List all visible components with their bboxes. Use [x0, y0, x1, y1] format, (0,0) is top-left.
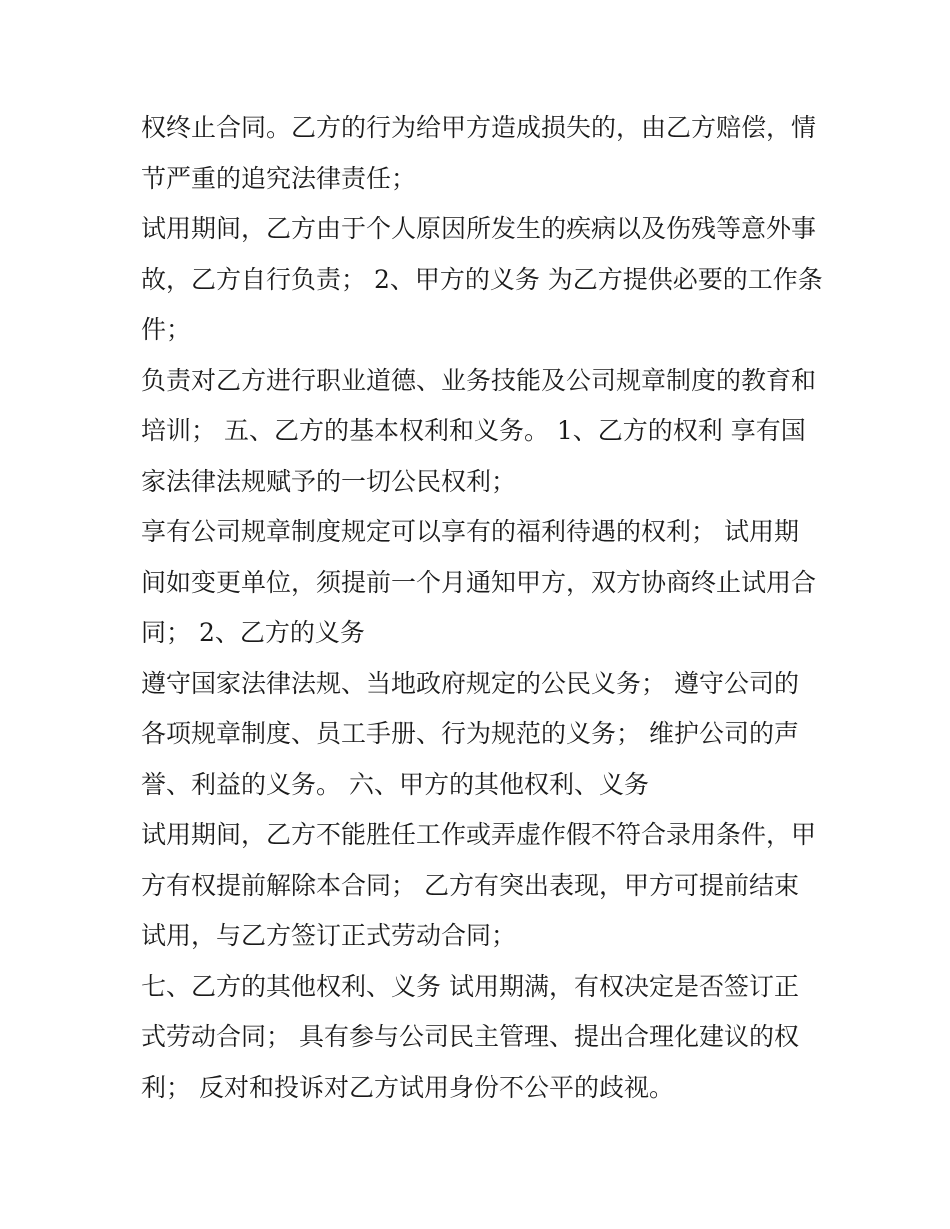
- paragraph-employer-other-rights: [141, 810, 821, 962]
- paragraph-training-rights: [141, 356, 821, 508]
- text-line: 试用期间，乙方由于个人原因所发生的疾病以及伤残等意外事: [141, 214, 817, 243]
- text-line: 试用期间，乙方不能胜任工作或弄虚作假不符合录用条件，甲: [141, 820, 817, 849]
- paragraph-employee-other-rights: [141, 962, 821, 1114]
- paragraph-welfare-rights: [141, 507, 821, 659]
- text-line: 权终止合同。乙方的行为给甲方造成损失的，由乙方赔偿，情: [141, 113, 817, 142]
- text-line: 各项规章制度、员工手册、行为规范的义务； 维护公司的声: [141, 719, 799, 748]
- paragraph-employee-obligations: [141, 659, 821, 811]
- text-line: 故，乙方自行负责； 2、甲方的义务 为乙方提供必要的工作条: [141, 264, 823, 294]
- text-line: 节严重的追究法律责任；: [141, 163, 417, 193]
- text-line: 利； 反对和投诉对乙方试用身份不公平的歧视。: [141, 1072, 674, 1102]
- text-line: 件；: [141, 315, 192, 344]
- text-line: 家法律法规赋予的一切公民权利；: [141, 466, 517, 496]
- text-line: 享有公司规章制度规定可以享有的福利待遇的权利； 试用期: [141, 517, 799, 546]
- document-body: [141, 103, 821, 1113]
- paragraph-probation-illness: [141, 204, 821, 356]
- paragraph-termination-liability: [141, 103, 821, 204]
- text-line: 遵守国家法律法规、当地政府规定的公民义务； 遵守公司的: [141, 668, 799, 698]
- text-line: 试用，与乙方签订正式劳动合同；: [141, 921, 517, 950]
- text-line: 七、乙方的其他权利、义务 试用期满，有权决定是否签订正: [141, 971, 799, 1001]
- text-line: 培训； 五、乙方的基本权利和义务。 1、乙方的权利 享有国: [141, 416, 806, 445]
- text-line: 式劳动合同； 具有参与公司民主管理、提出合理化建议的权: [141, 1022, 799, 1051]
- text-line: 誉、利益的义务。 六、甲方的其他权利、义务: [141, 769, 649, 799]
- text-line: 方有权提前解除本合同； 乙方有突出表现，甲方可提前结束: [141, 870, 799, 900]
- text-line: 负责对乙方进行职业道德、业务技能及公司规章制度的教育和: [141, 365, 817, 395]
- text-line: 间如变更单位，须提前一个月通知甲方，双方协商终止试用合: [141, 567, 817, 597]
- text-line: 同； 2、乙方的义务: [141, 618, 365, 647]
